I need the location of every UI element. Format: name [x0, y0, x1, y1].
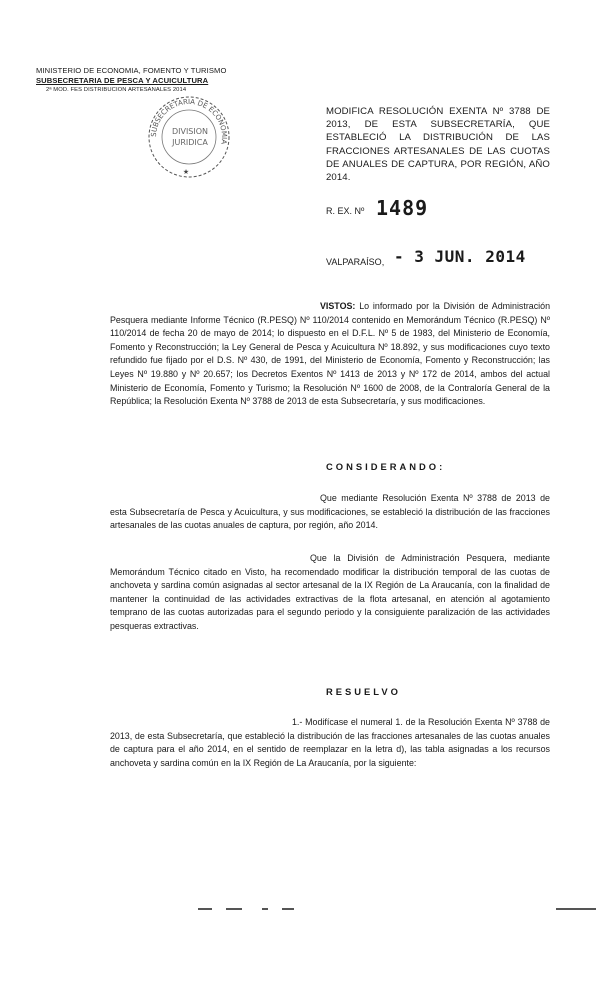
resolution-number: 1489 — [376, 196, 429, 220]
star-icon: ★ — [182, 168, 190, 176]
scan-mark — [262, 908, 268, 910]
resuelvo-text-1: 1.- Modifícase el numeral 1. de la Resolución Exenta Nº 3788 de 2013, de esta Subsecretaría, que estableció la distribución de las fracciones artesanales de las cuotas anuales de captura para el año 2014, en el sentido de reemplazar en la letra d), las tabla asignadas a los recursos anchoveta y sardina común en la IX Región de La Araucanía, por la siguiente: — [110, 717, 550, 768]
resolution-place: VALPARAÍSO, — [326, 257, 385, 267]
stamp-ring-text: SUBSECRETARIA DE ECONOMIA — [149, 97, 229, 145]
division-juridica-stamp — [140, 94, 238, 180]
scan-mark — [556, 908, 596, 910]
ministry-name: MINISTERIO DE ECONOMIA, FOMENTO Y TURISMO — [36, 66, 227, 75]
subsecretaria-name: SUBSECRETARIA DE PESCA Y ACUICULTURA — [36, 76, 209, 85]
scan-mark — [198, 908, 212, 910]
considerando-paragraph-2 — [110, 552, 550, 634]
stamp-center-line1: DIVISION — [171, 127, 209, 136]
stamp-center-line2: JURIDICA — [172, 138, 208, 147]
resolution-date-stamp: - 3 JUN. 2014 — [394, 247, 526, 266]
document-reference: 2ª MOD. FES DISTRIBUCION ARTESANALES 2014 — [46, 87, 187, 93]
letterhead — [36, 66, 256, 94]
resolution-number-label: R. EX. Nº — [326, 206, 365, 216]
vistos-section — [110, 300, 550, 409]
vistos-label: VISTOS: — [320, 301, 356, 311]
scan-mark — [282, 908, 294, 910]
considerando-heading: CONSIDERANDO: — [326, 461, 446, 472]
considerando-paragraph-1 — [110, 492, 550, 533]
considerando-text-1: Que mediante Resolución Exenta Nº 3788 de 2013 de esta Subsecretaría de Pesca y Acuicultura, y sus modificaciones, se estableció la distribución de las fracciones artesanales de las cuotas anuales de captura, por región, año 2014. — [110, 493, 550, 531]
considerando-text-2: Que la División de Administración Pesquera, mediante Memorándum Técnico citado en Visto, ha recomendado modificar la distribución temporal de las cuotas de anchoveta y sardina común asignadas al sector artesanal de la IX Región de La Araucanía, con la finalidad de mantener la continuidad de las actividades extractivas de la flota artesanal, en atención al agotamiento temprano de las cuotas autorizadas para el segundo periodo y la consiguiente paralización de las actividades pesqueras extractivas. — [110, 553, 550, 631]
resuelvo-heading: RESUELVO — [326, 686, 401, 697]
vistos-text: Lo informado por la División de Administración Pesquera mediante Informe Técnico (R.PESQ) Nº 110/2014 contenido en Memorándum Técnico (R.PESQ) Nº 110/2014 de fecha 20 de mayo de 2014; lo dispuesto en el D.F.L. Nº 5 de 1983, del Ministerio de Economía, Fomento y Reconstrucción; la Ley General de Pesca y Acuicultura Nº 18.892, y sus modificaciones cuyo texto refundido fue fijado por el D.S. Nº 430, de 1991, del Ministerio de Economía, Fomento y Reconstrucción; las Leyes Nº 19.880 y Nº 20.657; los Decretos Exentos Nº 1413 de 2013 y Nº 172 de 2014, ambos del actual Ministerio de Economía, Fomento y Turismo; la Resolución Nº 1600 de 2008, de la Contraloría General de la República; la Resolución Exenta Nº 3788 de 2013 de esta Subsecretaría, y sus modificaciones. — [110, 301, 551, 407]
resuelvo-paragraph-1 — [110, 716, 550, 770]
resolution-title: MODIFICA RESOLUCIÓN EXENTA Nº 3788 DE 2013, DE ESTA SUBSECRETARÍA, QUE ESTABLECIÓ LA DISTRIBUCIÓN DE LAS FRACCIONES ARTESANALES DE LAS CUOTAS DE ANUALES DE CAPTURA, POR REGIÓN, AÑO 2014. — [326, 106, 550, 184]
scan-mark — [226, 908, 242, 910]
